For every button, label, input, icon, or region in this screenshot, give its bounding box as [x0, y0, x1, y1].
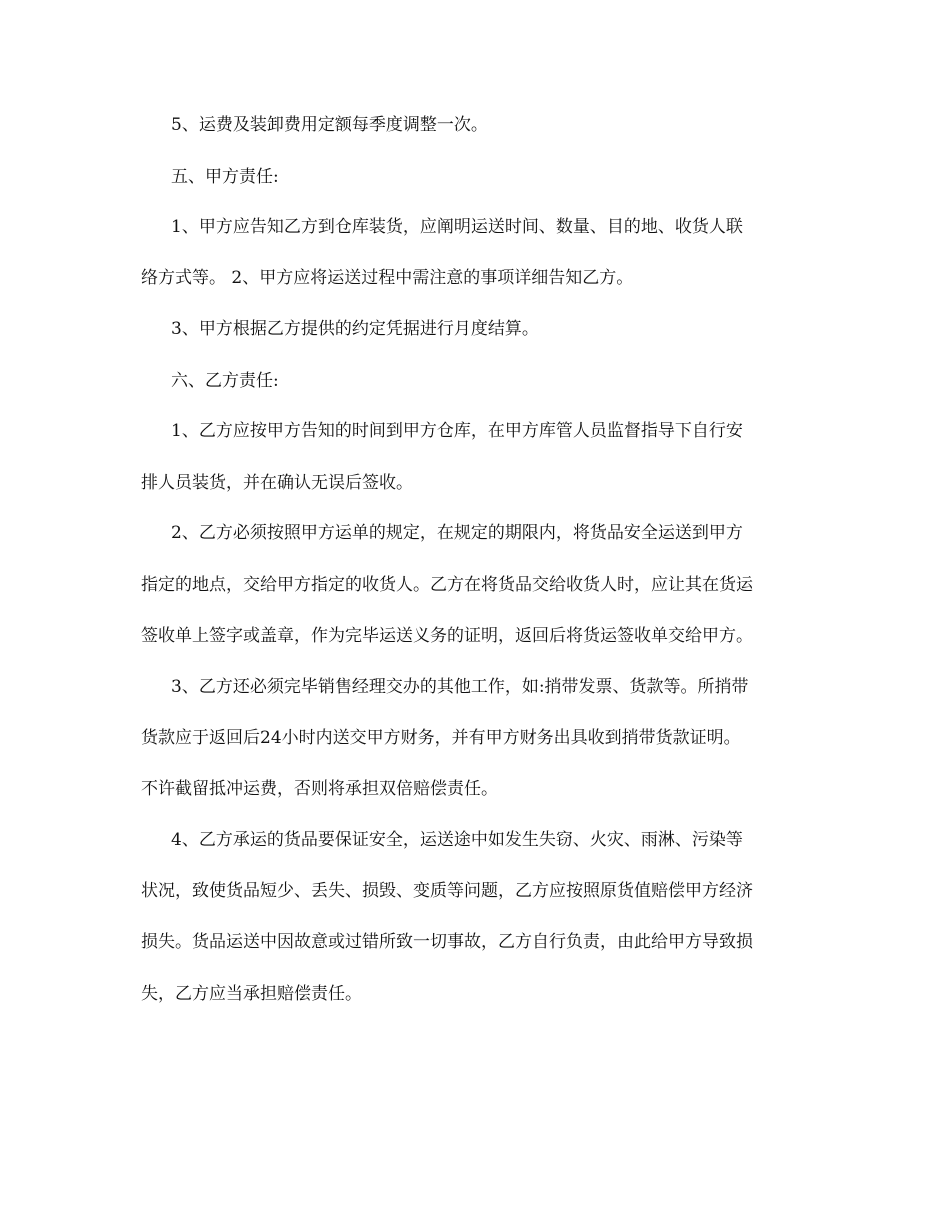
text-line: 4、乙方承运的货品要保证安全，运送途中如发生失窃、火灾、雨淋、污染等: [171, 830, 743, 850]
section-heading: 六、乙方责任:: [171, 371, 279, 391]
text-line: 5、运费及装卸费用定额每季度调整一次。: [171, 115, 488, 135]
text-line: 状况，致使货品短少、丢失、损毁、变质等问题，乙方应按照原货值赔偿甲方经济: [141, 881, 753, 901]
text-line: 1、乙方应按甲方告知的时间到甲方仓库，在甲方库管人员监督指导下自行安: [171, 421, 743, 441]
text-line: 不许截留抵冲运费，否则将承担双倍赔偿责任。: [141, 779, 498, 799]
text-line: 损失。货品运送中因故意或过错所致一切事故，乙方自行负责，由此给甲方导致损: [141, 932, 753, 952]
text-line: 络方式等。 2、甲方应将运送过程中需注意的事项详细告知乙方。: [141, 268, 634, 288]
text-line: 指定的地点，交给甲方指定的收货人。乙方在将货品交给收货人时，应让其在货运: [141, 575, 753, 595]
text-line: 1、甲方应告知乙方到仓库装货，应阐明运送时间、数量、目的地、收货人联: [171, 217, 743, 237]
text-line: 失，乙方应当承担赔偿责任。: [141, 984, 362, 1004]
text-line: 3、乙方还必须完毕销售经理交办的其他工作，如:捎带发票、货款等。所捎带: [171, 677, 749, 697]
text-line: 签收单上签字或盖章，作为完毕运送义务的证明，返回后将货运签收单交给甲方。: [141, 626, 753, 646]
section-heading: 五、甲方责任:: [171, 167, 279, 187]
text-line: 货款应于返回后24小时内送交甲方财务，并有甲方财务出具收到捎带货款证明。: [141, 728, 741, 748]
text-line: 2、乙方必须按照甲方运单的规定，在规定的期限内，将货品安全运送到甲方: [171, 523, 743, 543]
text-line: 3、甲方根据乙方提供的约定凭据进行月度结算。: [171, 319, 539, 339]
text-line: 排人员装货，并在确认无误后签收。: [141, 473, 413, 493]
